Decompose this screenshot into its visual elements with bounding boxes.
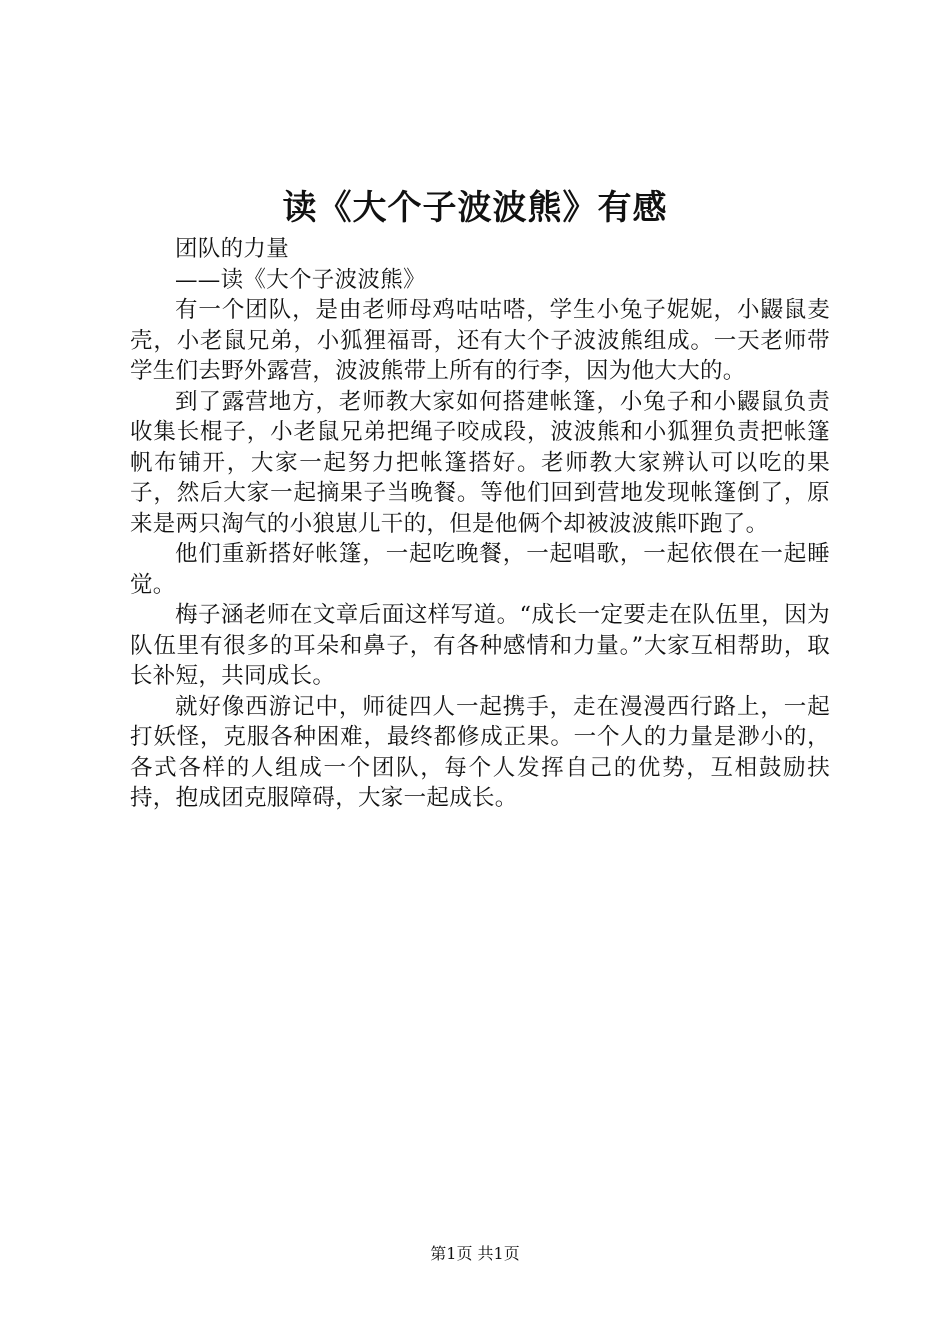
paragraph-source: ——读《大个子波波熊》: [175, 266, 426, 293]
paragraph-4: 梅子涵老师在文章后面这样写道。“成长一定要走在队伍里，因为队伍里有很多的耳朵和鼻子，有各种感情和力量。”大家互相帮助，取长补短，共同成长。: [130, 602, 830, 689]
paragraph-3: 他们重新搭好帐篷，一起吃晚餐，一起唱歌，一起依偎在一起睡觉。: [130, 541, 830, 598]
paragraph-subtitle: 团队的力量: [175, 236, 290, 262]
document-body: [130, 234, 830, 814]
page-footer: 第1页 共1页: [430, 1244, 520, 1263]
paragraph-5: 就好像西游记中，师徒四人一起携手，走在漫漫西行路上，一起打妖怪，克服各种困难，最终都修成正果。一个人的力量是渺小的，各式各样的人组成一个团队，每个人发挥自己的优势，互相鼓励扶持，抱成团克服障碍，大家一起成长。: [130, 693, 830, 811]
paragraph-2: 到了露营地方，老师教大家如何搭建帐篷，小兔子和小鼹鼠负责收集长棍子，小老鼠兄弟把绳子咬成段，波波熊和小狐狸负责把帐篷帆布铺开，大家一起努力把帐篷搭好。老师教大家辨认可以吃的果子，然后大家一起摘果子当晚餐。等他们回到营地发现帐篷倒了，原来是两只淘气的小狼崽儿干的，但是他俩个却被波波熊吓跑了。: [130, 388, 830, 537]
document-title: 读《大个子波波熊》有感: [282, 188, 668, 228]
paragraph-1: 有一个团队，是由老师母鸡咕咕嗒，学生小兔子妮妮，小鼹鼠麦壳，小老鼠兄弟，小狐狸福哥，还有大个子波波熊组成。一天老师带学生们去野外露营，波波熊带上所有的行李，因为他大大的。: [130, 297, 830, 384]
